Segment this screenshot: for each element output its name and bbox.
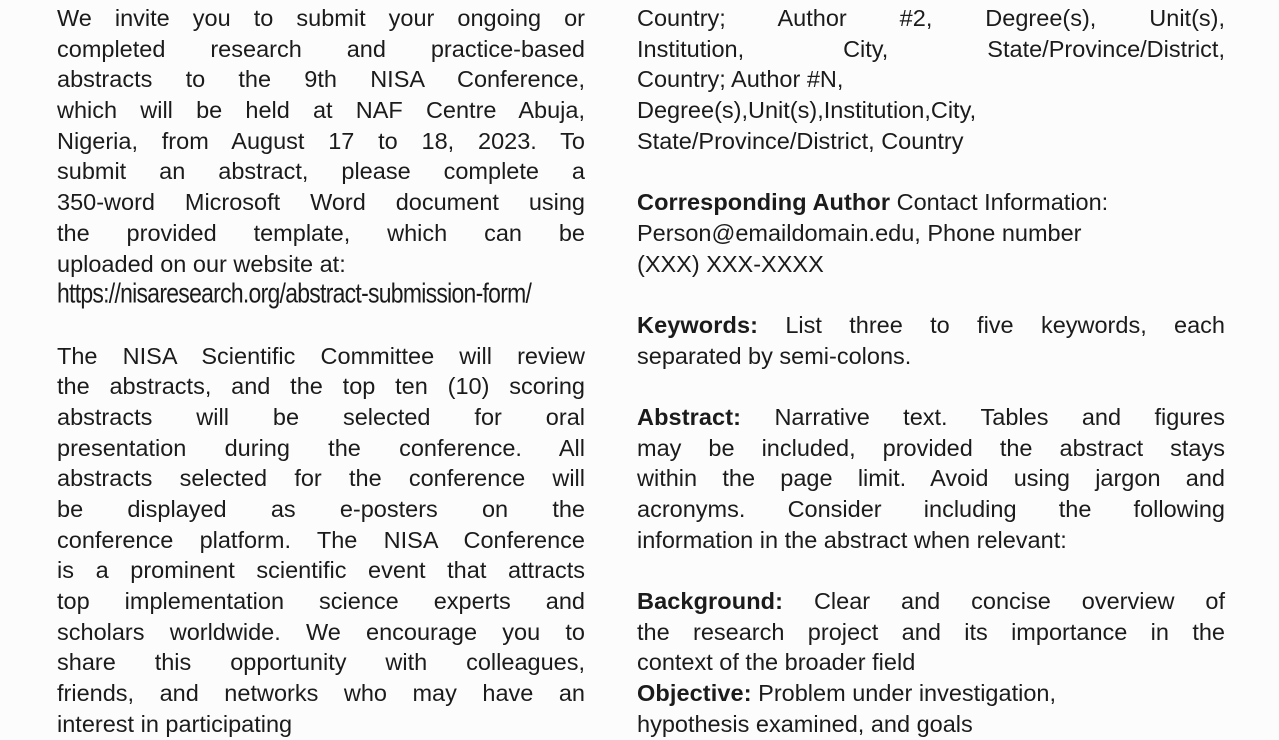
text-line: Country; Author #2, Degree(s), Unit(s), [637,5,1225,31]
text-line: hypothesis examined, and goals [637,710,973,737]
corresponding-author-block [637,187,1225,279]
text-line: scholars worldwide. We encourage you to [57,618,585,645]
text-line: the provided template, which can be [57,219,585,246]
text-line: We invite you to submit your ongoing or [57,5,585,31]
text-line [637,402,1225,433]
right-column [637,3,1225,740]
text-line: abstracts selected for the conference will [57,465,585,492]
text-line: State/Province/District, Country [637,127,964,154]
abstract-label: Abstract: [637,403,742,430]
submission-url: https://nisaresearch.org/abstract-submission-form/ [57,278,532,310]
text-line: 350-word Microsoft Word document using [57,189,585,216]
text-line: the abstracts, and the top ten (10) scoring [57,373,585,400]
text-line [637,678,1225,709]
text-line: separated by semi-colons. [637,342,912,369]
background-rest: Clear and concise overview of [783,588,1225,615]
text-line: interest in participating [57,710,293,737]
text-line: abstracts to the 9th NISA Conference, [57,66,585,93]
text-line: context of the broader field [637,649,916,676]
text-line: be displayed as e-posters on the [57,496,585,522]
text-line: The NISA Scientific Committee will review [57,342,585,369]
keywords-block [637,310,1225,371]
paragraph-gap [57,310,585,341]
left-column [57,3,585,740]
text-line: share this opportunity with colleagues, [57,649,585,676]
abstract-block [637,402,1225,555]
text-line: may be included, provided the abstract stays [637,434,1225,461]
text-line: Nigeria, from August 17 to 18, 2023. To [57,127,585,154]
objective-rest: Problem under investigation, [751,680,1056,707]
invitation-paragraph [57,3,585,279]
text-line: the research project and its importance in the [637,618,1225,645]
text-line: Institution, City, State/Province/District, [637,35,1225,62]
objective-block [637,678,1225,739]
authors-affiliations [637,3,1225,156]
text-line: within the page limit. Avoid using jargon and [637,465,1225,492]
paragraph-gap [637,279,1225,310]
background-block [637,586,1225,678]
text-line: friends, and networks who may have an [57,680,585,707]
text-line: Degree(s),Unit(s),Institution,City, [637,97,977,124]
text-line: which will be held at NAF Centre Abuja, [57,97,585,124]
text-line: submit an abstract, please complete a [57,158,585,185]
text-line: presentation during the conference. All [57,434,585,461]
keywords-label: Keywords: [637,311,759,338]
text-line [637,586,1225,617]
committee-paragraph [57,341,585,740]
corresponding-author-label: Corresponding Author [637,189,891,216]
text-line: uploaded on our website at: [57,250,346,277]
text-line: acronyms. Consider including the following [637,496,1225,522]
text-line [637,187,1225,218]
text-line: abstracts will be selected for oral [57,403,585,430]
text-line: Country; Author #N, [637,66,844,93]
text-line: top implementation science experts and [57,588,585,615]
paragraph-gap [637,555,1225,586]
objective-label: Objective: [637,680,752,707]
paragraph-gap [637,156,1225,187]
text-line [637,310,1225,341]
paragraph-gap [637,371,1225,402]
background-label: Background: [637,588,784,615]
abstract-rest: Narrative text. Tables and figures [741,403,1225,430]
text-line: information in the abstract when relevant: [637,526,1067,553]
keywords-rest: List three to five keywords, each [758,311,1225,338]
text-line: conference platform. The NISA Conference [57,526,585,553]
text-line: (XXX) XXX-XXXX [637,250,824,277]
corresponding-author-rest: Contact Information: [890,189,1109,216]
text-line: is a prominent scientific event that attracts [57,557,585,584]
text-line [57,279,585,310]
text-line: completed research and practice-based [57,35,585,62]
text-line: Person@emaildomain.edu, Phone number [637,219,1082,246]
submission-url-line [57,279,585,310]
